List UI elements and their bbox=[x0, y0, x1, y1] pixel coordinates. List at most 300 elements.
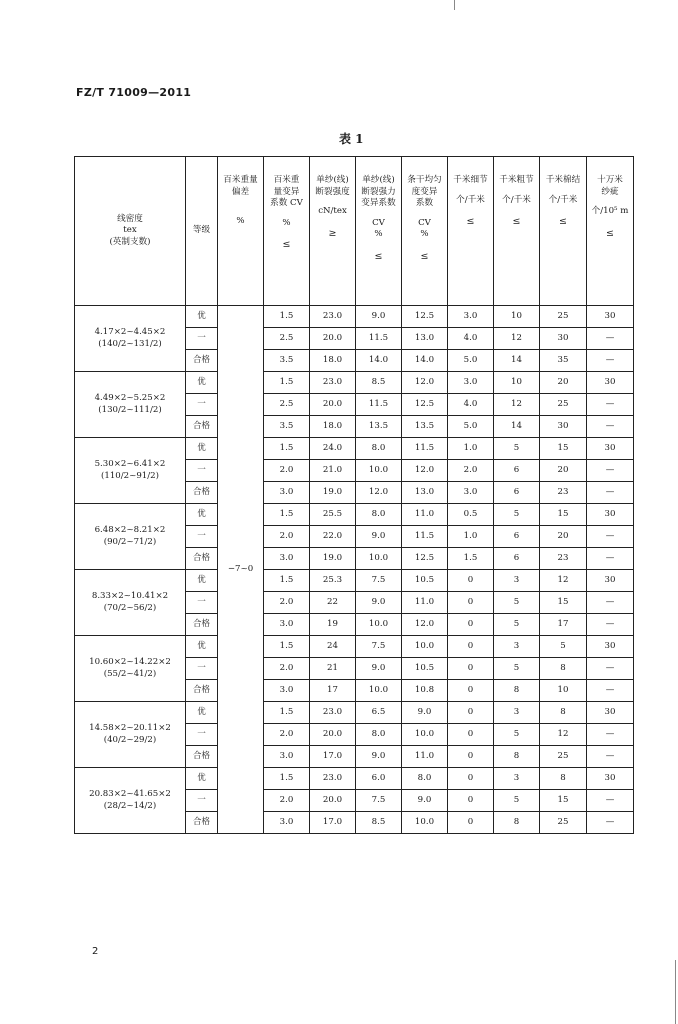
value-cell: 1.5 bbox=[264, 636, 310, 658]
value-cell: — bbox=[587, 592, 634, 614]
header-unit: 个/千米 bbox=[502, 194, 531, 205]
value-cell: 10.5 bbox=[402, 658, 448, 680]
scan-mark bbox=[675, 960, 676, 1024]
value-cell: 2.5 bbox=[264, 328, 310, 350]
value-cell: 6.5 bbox=[356, 702, 402, 724]
value-cell: 5 bbox=[494, 724, 540, 746]
value-cell: 20.0 bbox=[310, 724, 356, 746]
value-cell: 3.0 bbox=[448, 482, 494, 504]
value-cell: 3.0 bbox=[448, 306, 494, 328]
value-cell: 2.0 bbox=[264, 460, 310, 482]
value-cell: 8 bbox=[494, 680, 540, 702]
header-text: 百米重量 bbox=[223, 175, 258, 185]
value-cell: 20 bbox=[540, 372, 587, 394]
value-cell: 1.0 bbox=[448, 438, 494, 460]
value-cell: 2.5 bbox=[264, 394, 310, 416]
value-cell: 7.5 bbox=[356, 570, 402, 592]
limit-symbol: ≤ bbox=[420, 250, 429, 262]
header-text: 千米细节 bbox=[453, 175, 488, 185]
standard-code: FZ/T 71009—2011 bbox=[76, 86, 192, 99]
tex-range: 6.48×2~8.21×2 bbox=[94, 524, 166, 535]
header-grade bbox=[186, 157, 218, 306]
value-cell: 1.5 bbox=[264, 570, 310, 592]
value-cell: 0 bbox=[448, 658, 494, 680]
value-cell: 1.5 bbox=[264, 702, 310, 724]
value-cell: — bbox=[587, 746, 634, 768]
value-cell: 0 bbox=[448, 790, 494, 812]
value-cell: 25 bbox=[540, 812, 587, 834]
value-cell: 0 bbox=[448, 636, 494, 658]
value-cell: 19 bbox=[310, 614, 356, 636]
value-cell: 12.5 bbox=[402, 394, 448, 416]
value-cell: — bbox=[587, 394, 634, 416]
value-cell: 12.0 bbox=[402, 460, 448, 482]
value-cell: 17.0 bbox=[310, 746, 356, 768]
table-row bbox=[75, 636, 634, 658]
value-cell: 2.0 bbox=[264, 526, 310, 548]
grade-cell: 优 bbox=[186, 438, 218, 460]
value-cell: 2.0 bbox=[264, 658, 310, 680]
header-text: 千米粗节 bbox=[499, 175, 534, 185]
value-cell: 2.0 bbox=[448, 460, 494, 482]
value-cell: 23.0 bbox=[310, 306, 356, 328]
value-cell: — bbox=[587, 548, 634, 570]
weight-deviation: −7~0 bbox=[218, 306, 264, 834]
header-neps bbox=[540, 157, 587, 306]
density-range bbox=[75, 636, 186, 702]
value-cell: 6.0 bbox=[356, 768, 402, 790]
value-cell: 3 bbox=[494, 768, 540, 790]
value-cell: 11.0 bbox=[402, 504, 448, 526]
limit-symbol: ≤ bbox=[606, 227, 614, 239]
table-row bbox=[75, 306, 634, 328]
value-cell: 20.0 bbox=[310, 328, 356, 350]
value-cell: 14.0 bbox=[356, 350, 402, 372]
value-cell: 12 bbox=[494, 328, 540, 350]
header-unit: CV % bbox=[418, 217, 431, 240]
value-cell: 10.0 bbox=[402, 724, 448, 746]
header-density bbox=[75, 157, 186, 306]
tex-range: 4.49×2~5.25×2 bbox=[94, 392, 166, 403]
value-cell: — bbox=[587, 482, 634, 504]
value-cell: 9.0 bbox=[356, 746, 402, 768]
header-text: 线密度 bbox=[117, 213, 143, 224]
value-cell: 20 bbox=[540, 526, 587, 548]
value-cell: 8.0 bbox=[356, 504, 402, 526]
value-cell: 13.5 bbox=[402, 416, 448, 438]
grade-cell: 合格 bbox=[186, 482, 218, 504]
grade-cell: 一 bbox=[186, 328, 218, 350]
header-text: 单纱(线) bbox=[316, 175, 349, 185]
value-cell: 5 bbox=[494, 790, 540, 812]
header-text: 百米重 bbox=[273, 175, 300, 185]
value-cell: 10.8 bbox=[402, 680, 448, 702]
grade-cell: 合格 bbox=[186, 350, 218, 372]
value-cell: 17.0 bbox=[310, 812, 356, 834]
value-cell: 30 bbox=[587, 636, 634, 658]
grade-cell: 优 bbox=[186, 372, 218, 394]
value-cell: 4.0 bbox=[448, 328, 494, 350]
count-range: (70/2~56/2) bbox=[103, 602, 157, 613]
value-cell: 11.5 bbox=[402, 526, 448, 548]
value-cell: 3.5 bbox=[264, 416, 310, 438]
value-cell: 25.3 bbox=[310, 570, 356, 592]
value-cell: — bbox=[587, 350, 634, 372]
value-cell: 8 bbox=[494, 746, 540, 768]
page-number: 2 bbox=[92, 946, 99, 957]
value-cell: 20 bbox=[540, 460, 587, 482]
value-cell: 1.5 bbox=[264, 306, 310, 328]
header-text: 纱疵 bbox=[601, 186, 619, 197]
value-cell: 6 bbox=[494, 548, 540, 570]
grade-cell: 优 bbox=[186, 306, 218, 328]
header-text: 变异系数 bbox=[361, 198, 396, 209]
value-cell: 20.0 bbox=[310, 394, 356, 416]
value-cell: 11.5 bbox=[356, 328, 402, 350]
value-cell: 8 bbox=[540, 658, 587, 680]
value-cell: 30 bbox=[587, 504, 634, 526]
value-cell: 10 bbox=[494, 372, 540, 394]
value-cell: 5 bbox=[494, 592, 540, 614]
grade-cell: 一 bbox=[186, 394, 218, 416]
grade-cell: 一 bbox=[186, 526, 218, 548]
density-range bbox=[75, 438, 186, 504]
value-cell: 3.5 bbox=[264, 350, 310, 372]
value-cell: 22.0 bbox=[310, 526, 356, 548]
count-range: (130/2~111/2) bbox=[98, 404, 162, 415]
value-cell: 7.5 bbox=[356, 790, 402, 812]
density-range bbox=[75, 768, 186, 834]
header-text: 等级 bbox=[192, 225, 211, 236]
value-cell: 3.0 bbox=[264, 614, 310, 636]
value-cell: — bbox=[587, 680, 634, 702]
value-cell: 11.0 bbox=[402, 592, 448, 614]
value-cell: 15 bbox=[540, 504, 587, 526]
limit-symbol: ≤ bbox=[559, 216, 567, 228]
value-cell: 10 bbox=[540, 680, 587, 702]
grade-cell: 优 bbox=[186, 768, 218, 790]
value-cell: 15 bbox=[540, 438, 587, 460]
value-cell: 3 bbox=[494, 702, 540, 724]
value-cell: 1.5 bbox=[264, 504, 310, 526]
value-cell: 23.0 bbox=[310, 372, 356, 394]
value-cell: 0 bbox=[448, 724, 494, 746]
value-cell: 8.5 bbox=[356, 372, 402, 394]
header-unit: % bbox=[236, 216, 245, 227]
value-cell: 11.5 bbox=[402, 438, 448, 460]
value-cell: 17 bbox=[540, 614, 587, 636]
density-range bbox=[75, 306, 186, 372]
value-cell: 0.5 bbox=[448, 504, 494, 526]
header-unit: 个/千米 bbox=[456, 194, 485, 205]
tex-range: 5.30×2~6.41×2 bbox=[94, 458, 166, 469]
header-text: 断裂强力 bbox=[361, 186, 396, 197]
value-cell: 30 bbox=[587, 306, 634, 328]
value-cell: 30 bbox=[540, 416, 587, 438]
value-cell: 11.0 bbox=[402, 746, 448, 768]
value-cell: 8 bbox=[540, 702, 587, 724]
limit-symbol: ≥ bbox=[328, 227, 337, 239]
value-cell: 14 bbox=[494, 416, 540, 438]
value-cell: 30 bbox=[587, 702, 634, 724]
value-cell: 30 bbox=[587, 570, 634, 592]
header-text: tex bbox=[123, 225, 137, 236]
limit-symbol: ≤ bbox=[466, 216, 475, 228]
value-cell: 24 bbox=[310, 636, 356, 658]
value-cell: 2.0 bbox=[264, 724, 310, 746]
value-cell: 19.0 bbox=[310, 548, 356, 570]
value-cell: 4.0 bbox=[448, 394, 494, 416]
header-unit: 个/10⁵ m bbox=[591, 206, 629, 217]
grade-cell: 合格 bbox=[186, 680, 218, 702]
limit-symbol: ≤ bbox=[282, 239, 291, 251]
value-cell: 30 bbox=[587, 768, 634, 790]
tex-range: 20.83×2~41.65×2 bbox=[89, 788, 171, 799]
value-cell: 10 bbox=[494, 306, 540, 328]
value-cell: 18.0 bbox=[310, 350, 356, 372]
density-range bbox=[75, 372, 186, 438]
value-cell: — bbox=[587, 460, 634, 482]
value-cell: 1.0 bbox=[448, 526, 494, 548]
table-title: 表 1 bbox=[339, 132, 364, 146]
limit-symbol: ≤ bbox=[374, 250, 383, 262]
value-cell: 0 bbox=[448, 570, 494, 592]
count-range: (40/2~29/2) bbox=[103, 734, 157, 745]
value-cell: 10.5 bbox=[402, 570, 448, 592]
value-cell: 0 bbox=[448, 614, 494, 636]
value-cell: 12 bbox=[540, 570, 587, 592]
header-text: 系数 bbox=[415, 198, 434, 209]
grade-cell: 合格 bbox=[186, 746, 218, 768]
value-cell: 9.0 bbox=[356, 306, 402, 328]
header-text: 十万米 bbox=[597, 175, 623, 185]
value-cell: 12 bbox=[540, 724, 587, 746]
value-cell: 23.0 bbox=[310, 702, 356, 724]
tex-range: 8.33×2~10.41×2 bbox=[91, 590, 169, 601]
count-range: (90/2~71/2) bbox=[103, 536, 157, 547]
value-cell: 12.0 bbox=[402, 372, 448, 394]
table-row bbox=[75, 504, 634, 526]
count-range: (28/2~14/2) bbox=[103, 800, 157, 811]
value-cell: 0 bbox=[448, 702, 494, 724]
tex-range: 4.17×2~4.45×2 bbox=[94, 326, 166, 337]
value-cell: — bbox=[587, 724, 634, 746]
density-range bbox=[75, 570, 186, 636]
tex-range: 14.58×2~20.11×2 bbox=[89, 722, 171, 733]
grade-cell: 一 bbox=[186, 790, 218, 812]
value-cell: 7.5 bbox=[356, 636, 402, 658]
grade-cell: 一 bbox=[186, 724, 218, 746]
value-cell: 3.0 bbox=[264, 680, 310, 702]
value-cell: 5 bbox=[494, 614, 540, 636]
value-cell: 30 bbox=[587, 438, 634, 460]
value-cell: 6 bbox=[494, 482, 540, 504]
table-body bbox=[75, 306, 634, 834]
table-row bbox=[75, 702, 634, 724]
value-cell: — bbox=[587, 812, 634, 834]
value-cell: 15 bbox=[540, 790, 587, 812]
value-cell: — bbox=[587, 790, 634, 812]
value-cell: 12.5 bbox=[402, 306, 448, 328]
value-cell: 8.0 bbox=[356, 438, 402, 460]
value-cell: 23 bbox=[540, 548, 587, 570]
value-cell: 14.0 bbox=[402, 350, 448, 372]
value-cell: 10.0 bbox=[356, 680, 402, 702]
value-cell: 5 bbox=[540, 636, 587, 658]
value-cell: 0 bbox=[448, 812, 494, 834]
grade-cell: 一 bbox=[186, 658, 218, 680]
value-cell: 21 bbox=[310, 658, 356, 680]
table-header bbox=[75, 157, 634, 306]
value-cell: 20.0 bbox=[310, 790, 356, 812]
value-cell: 3.0 bbox=[448, 372, 494, 394]
value-cell: 8 bbox=[494, 812, 540, 834]
value-cell: 9.0 bbox=[356, 526, 402, 548]
header-text: 单纱(线) bbox=[362, 175, 395, 185]
header-unit: cN/tex bbox=[318, 206, 347, 217]
value-cell: 5 bbox=[494, 504, 540, 526]
value-cell: 0 bbox=[448, 680, 494, 702]
count-range: (110/2~91/2) bbox=[101, 470, 159, 481]
value-cell: 6 bbox=[494, 460, 540, 482]
table-row bbox=[75, 768, 634, 790]
grade-cell: 合格 bbox=[186, 812, 218, 834]
grade-cell: 合格 bbox=[186, 548, 218, 570]
header-cv_strength bbox=[356, 157, 402, 306]
limit-symbol: ≤ bbox=[512, 216, 521, 228]
header-unit: CV % bbox=[372, 217, 385, 240]
value-cell: 10.0 bbox=[402, 812, 448, 834]
value-cell: 11.5 bbox=[356, 394, 402, 416]
value-cell: 8.0 bbox=[402, 768, 448, 790]
value-cell: — bbox=[587, 614, 634, 636]
value-cell: 0 bbox=[448, 768, 494, 790]
value-cell: 23.0 bbox=[310, 768, 356, 790]
tex-range: 10.60×2~14.22×2 bbox=[89, 656, 171, 667]
value-cell: 10.0 bbox=[356, 614, 402, 636]
value-cell: 18.0 bbox=[310, 416, 356, 438]
header-thick bbox=[494, 157, 540, 306]
value-cell: 13.5 bbox=[356, 416, 402, 438]
value-cell: 10.0 bbox=[402, 636, 448, 658]
value-cell: 9.0 bbox=[402, 790, 448, 812]
value-cell: 22 bbox=[310, 592, 356, 614]
value-cell: — bbox=[587, 526, 634, 548]
header-cv_weight bbox=[264, 157, 310, 306]
value-cell: 12.0 bbox=[356, 482, 402, 504]
value-cell: 25 bbox=[540, 746, 587, 768]
value-cell: 8.0 bbox=[356, 724, 402, 746]
table-row bbox=[75, 570, 634, 592]
value-cell: 6 bbox=[494, 526, 540, 548]
value-cell: 3 bbox=[494, 636, 540, 658]
value-cell: 2.0 bbox=[264, 790, 310, 812]
value-cell: 9.0 bbox=[402, 702, 448, 724]
header-text: 条干均匀 bbox=[407, 175, 442, 185]
value-cell: 2.0 bbox=[264, 592, 310, 614]
value-cell: 3.0 bbox=[264, 746, 310, 768]
value-cell: 25 bbox=[540, 394, 587, 416]
specification-table bbox=[74, 156, 634, 834]
value-cell: 12.0 bbox=[402, 614, 448, 636]
value-cell: 0 bbox=[448, 746, 494, 768]
value-cell: 19.0 bbox=[310, 482, 356, 504]
value-cell: 25 bbox=[540, 306, 587, 328]
value-cell: — bbox=[587, 416, 634, 438]
grade-cell: 优 bbox=[186, 504, 218, 526]
grade-cell: 优 bbox=[186, 702, 218, 724]
header-unit: 个/千米 bbox=[548, 194, 578, 205]
value-cell: 9.0 bbox=[356, 658, 402, 680]
header-text: 度变异 bbox=[411, 186, 438, 197]
grade-cell: 一 bbox=[186, 460, 218, 482]
value-cell: 10.0 bbox=[356, 460, 402, 482]
count-range: (140/2~131/2) bbox=[98, 338, 162, 349]
grade-cell: 一 bbox=[186, 592, 218, 614]
header-text: 量变异 bbox=[273, 186, 300, 197]
header-cv_evenness bbox=[402, 157, 448, 306]
header-text: 系数 CV bbox=[270, 198, 303, 209]
table-row bbox=[75, 438, 634, 460]
header-row bbox=[75, 157, 634, 306]
header-strength bbox=[310, 157, 356, 306]
value-cell: 1.5 bbox=[264, 768, 310, 790]
header-thin bbox=[448, 157, 494, 306]
value-cell: 10.0 bbox=[356, 548, 402, 570]
value-cell: 1.5 bbox=[264, 438, 310, 460]
count-range: (55/2~41/2) bbox=[103, 668, 157, 679]
value-cell: 14 bbox=[494, 350, 540, 372]
value-cell: 3.0 bbox=[264, 812, 310, 834]
header-text: 千米棉结 bbox=[545, 175, 581, 185]
value-cell: 3.0 bbox=[264, 482, 310, 504]
value-cell: 24.0 bbox=[310, 438, 356, 460]
value-cell: 21.0 bbox=[310, 460, 356, 482]
value-cell: 5.0 bbox=[448, 350, 494, 372]
value-cell: 15 bbox=[540, 592, 587, 614]
table-row bbox=[75, 372, 634, 394]
value-cell: — bbox=[587, 328, 634, 350]
value-cell: — bbox=[587, 658, 634, 680]
header-deviation bbox=[218, 157, 264, 306]
value-cell: 9.0 bbox=[356, 592, 402, 614]
value-cell: 13.0 bbox=[402, 328, 448, 350]
value-cell: 8 bbox=[540, 768, 587, 790]
value-cell: 23 bbox=[540, 482, 587, 504]
value-cell: 30 bbox=[540, 328, 587, 350]
value-cell: 17 bbox=[310, 680, 356, 702]
value-cell: 12.5 bbox=[402, 548, 448, 570]
value-cell: 13.0 bbox=[402, 482, 448, 504]
value-cell: 35 bbox=[540, 350, 587, 372]
value-cell: 0 bbox=[448, 592, 494, 614]
value-cell: 8.5 bbox=[356, 812, 402, 834]
header-text: (英制支数) bbox=[109, 236, 151, 247]
value-cell: 5 bbox=[494, 658, 540, 680]
grade-cell: 优 bbox=[186, 570, 218, 592]
value-cell: 5 bbox=[494, 438, 540, 460]
grade-cell: 合格 bbox=[186, 416, 218, 438]
scan-mark bbox=[454, 0, 455, 10]
header-text: 断裂强度 bbox=[315, 186, 350, 197]
value-cell: 12 bbox=[494, 394, 540, 416]
density-range bbox=[75, 504, 186, 570]
value-cell: 5.0 bbox=[448, 416, 494, 438]
header-faults bbox=[587, 157, 634, 306]
header-unit: % bbox=[282, 217, 291, 228]
header-text: 偏差 bbox=[231, 186, 250, 197]
value-cell: 30 bbox=[587, 372, 634, 394]
